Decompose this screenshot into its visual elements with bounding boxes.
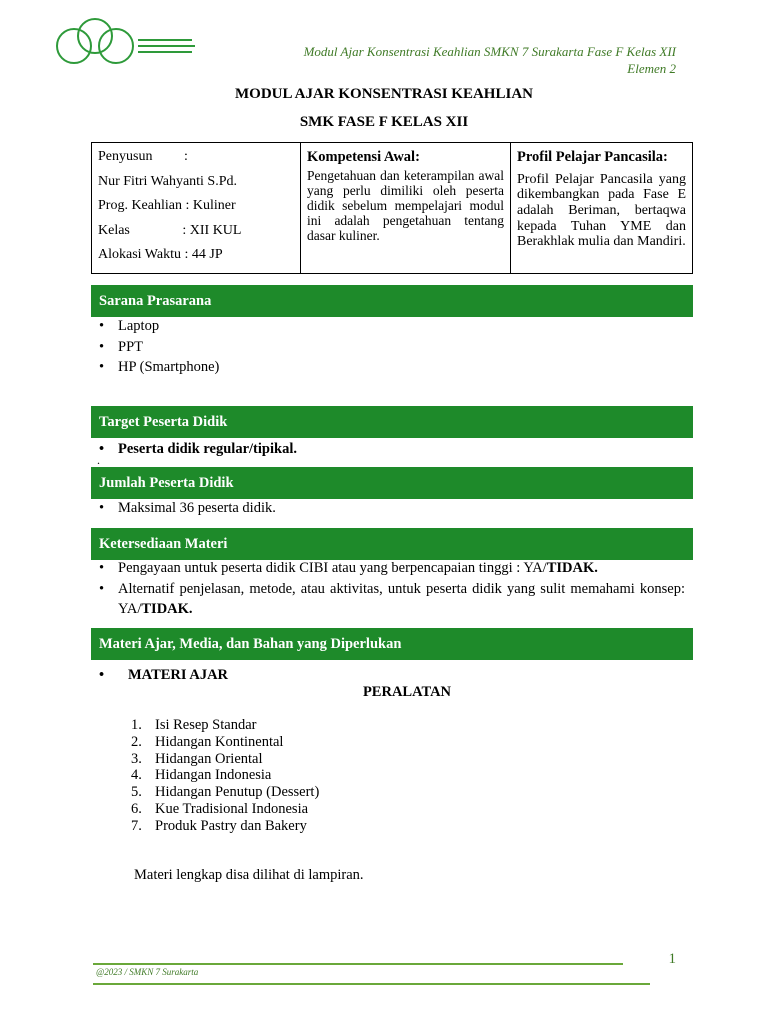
item-number: 2. [131, 733, 142, 750]
class: Kelas : XII KUL [98, 222, 242, 238]
materi-note: Materi lengkap disa dilihat di lampiran. [134, 867, 364, 883]
item-number: 7. [131, 817, 142, 834]
list-item [131, 801, 531, 818]
list-item: • Maksimal 36 peserta didik. [91, 498, 693, 519]
item-number: 5. [131, 784, 142, 801]
list-item [131, 784, 531, 801]
program: Prog. Keahlian : Kuliner [98, 198, 236, 213]
list-item [131, 734, 531, 751]
section-title: Jumlah Peserta Didik [99, 474, 234, 491]
ketersediaan-list [91, 558, 685, 620]
author-label: Penyusun : [98, 149, 188, 164]
item-text: Produk Pastry dan Bakery [155, 817, 307, 834]
item-text: Kue Tradisional Indonesia [155, 800, 309, 817]
footer-divider-top [93, 963, 623, 965]
materi-bullet [91, 665, 391, 686]
author-name: Nur Fitri Wahyanti S.Pd. [98, 173, 238, 189]
section-bar-ketersediaan [91, 528, 693, 560]
section-bar-jumlah [91, 467, 693, 499]
enrichment-answer: TIDAK. [546, 560, 598, 576]
info-table [91, 142, 693, 274]
item-text: Hidangan Indonesia [155, 767, 272, 784]
initial-competence-text: Pengetahuan dan keterampilan awal yang perlu dimiliki oleh peserta didik sebelum mempelajari modul ini adalah pengetahuan tentang dasar kuliner. [307, 167, 504, 244]
section-title: Ketersediaan Materi [99, 535, 228, 552]
section-bar-sarana [91, 285, 693, 317]
list-item [91, 579, 685, 620]
initial-competence-cell [301, 143, 511, 273]
header-element: Elemen 2 [627, 61, 676, 76]
section-title: Sarana Prasarana [99, 292, 212, 309]
header-module-title: Modul Ajar Konsentrasi Keahlian SMKN 7 Surakarta Fase F Kelas XII [303, 44, 676, 59]
list-item [131, 751, 531, 768]
pancasila-profile-text: Profil Pelajar Pancasila yang dikembangkan pada Fase E adalah Beriman, bertaqwa kepada Tuhan YME dan Berakhlak mulia dan Mandiri. [517, 171, 686, 250]
sarana-list [91, 316, 693, 378]
document-title: MODUL AJAR KONSENTRASI KEAHLIAN [235, 86, 533, 102]
list-item: • Peserta didik regular/tipikal. [91, 439, 693, 460]
list-item: • MATERI AJAR [91, 665, 391, 686]
section-title: Target Peserta Didik [99, 413, 228, 430]
section-bar-target [91, 406, 693, 438]
footer-copyright: @2023 / SMKN 7 Surakarta [96, 967, 199, 977]
section-bar-materi [91, 628, 693, 660]
item-text: Isi Resep Standar [155, 717, 257, 733]
pancasila-profile-cell [511, 143, 692, 273]
item-number: 4. [131, 767, 142, 784]
list-item: • PPT [91, 337, 693, 358]
stray-mark: . [97, 453, 100, 467]
school-logo [50, 14, 200, 74]
page-number: 1 [668, 951, 676, 967]
alternative-text: Alternatif penjelasan, metode, atau aktivitas, untuk peserta didik yang sulit memahami konsep: YA/ [118, 580, 685, 617]
target-list [91, 439, 693, 460]
item-number: 6. [131, 800, 142, 817]
list-item [131, 818, 531, 835]
list-item: • HP (Smartphone) [91, 357, 693, 378]
pancasila-profile-heading: Profil Pelajar Pancasila: [517, 149, 668, 165]
list-item [131, 717, 531, 734]
time-allocation: Alokasi Waktu : 44 JP [98, 247, 223, 262]
item-number: 1. [131, 717, 142, 733]
footer-divider-bottom [93, 983, 650, 985]
jumlah-list [91, 498, 693, 519]
list-item [91, 558, 685, 579]
item-text: Hidangan Penutup (Dessert) [155, 784, 320, 801]
enrichment-text: Pengayaan untuk peserta didik CIBI atau yang berpencapaian tinggi : YA/ [118, 560, 547, 576]
document-subtitle: SMK FASE F KELAS XII [299, 114, 469, 130]
alternative-answer: TIDAK. [141, 601, 193, 617]
section-title: Materi Ajar, Media, dan Bahan yang Diperlukan [99, 635, 402, 652]
item-text: Hidangan Oriental [155, 750, 263, 767]
materi-numbered-list [131, 717, 531, 835]
initial-competence-heading: Kompetensi Awal: [307, 149, 420, 165]
list-item [131, 767, 531, 784]
author-info-cell [92, 143, 301, 273]
item-number: 3. [131, 750, 142, 767]
list-item: • Laptop [91, 316, 693, 337]
equipment-heading: PERALATAN [362, 684, 452, 700]
item-text: Hidangan Kontinental [155, 733, 284, 750]
